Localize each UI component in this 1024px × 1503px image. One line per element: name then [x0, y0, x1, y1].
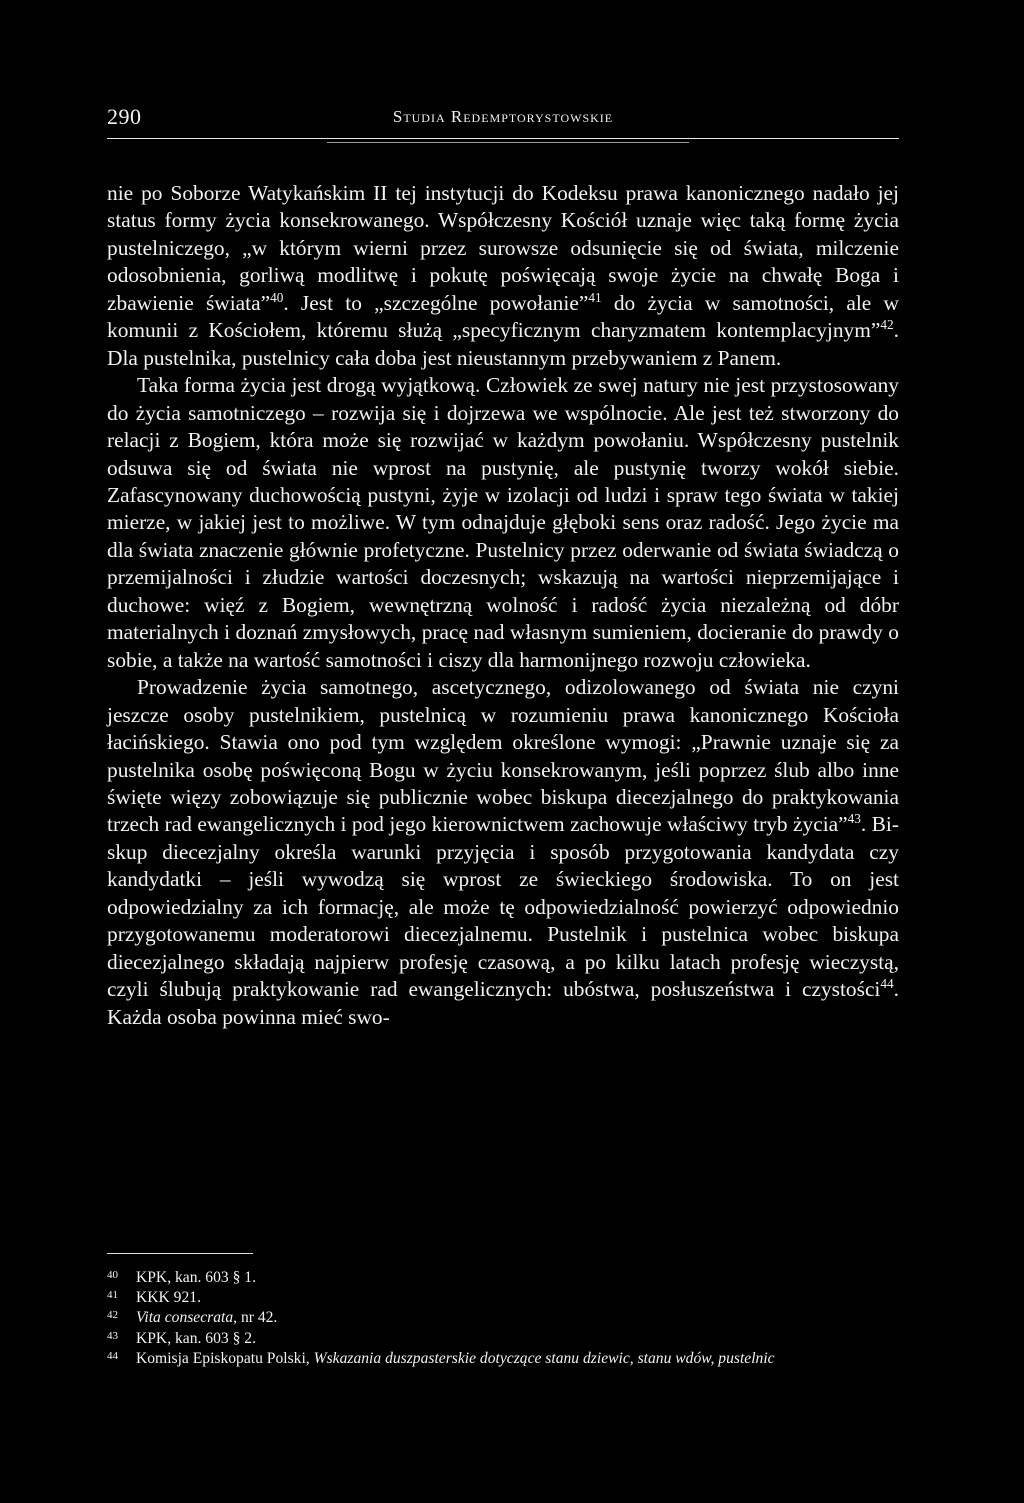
footnote-ref-43: 43: [847, 811, 861, 827]
page-number: 290: [107, 104, 142, 129]
footnote-italic-title: Vita consecrata: [136, 1309, 234, 1327]
paragraph-1: [107, 180, 899, 372]
footnote-number: 44: [107, 1349, 118, 1362]
text-run: . Jest to „szczególne powołanie”: [283, 290, 589, 315]
footnote-number: 43: [107, 1329, 118, 1342]
footnote-text: KKK 921.: [136, 1289, 201, 1307]
journal-title: Studia Redemptorystowskie: [392, 107, 614, 126]
footnote-text: [136, 1308, 277, 1328]
footnote-italic-title: Wskazania duszpasterskie dotyczące stanu dziewic, stanu wdów, pustelnic: [313, 1349, 775, 1367]
main-text: [107, 180, 899, 1031]
footnote-text: KPK, kan. 603 § 1.: [136, 1269, 256, 1286]
footnote-text-run: Komisja Episkopatu Polski,: [136, 1349, 314, 1367]
footnote-ref-44: 44: [880, 976, 894, 992]
footnotes: [107, 1268, 907, 1369]
footnote-number: 42: [107, 1309, 118, 1322]
paragraph-2: Taka forma życia jest drogą wyjątkową. Człowiek ze swej natury nie jest przystosowany do życia samotniczego – rozwija się i dojrzewa we wspólnocie. Ale jest też stworzony do relacji z Bogiem, która może się rozwijać w każdym powołaniu. Współczesny pustelnik odsuwa się od świata nie wprost na pustynię, ale pustynię tworzy wokół siebie. Zafascynowany duchowością pustyni, żyje w izolacji od ludzi i spraw tego świata w takiej mierze, w jakiej jest to możliwe. W tym odnajduje głęboki sens oraz radość. Jego życie ma dla świata znaczenie głównie profetyczne. Pustelnicy przez oderwanie od świata świadczą o przemijalności i złudzie wartości doczesnych; wskazują na wartości nieprzemijające i duchowe: więź z Bogiem, wewnętrzną wolność i radość życia niezależną od dóbr materialnych i doznań zmysłowych, pracę nad własnym sumieniem, docieranie do prawdy o sobie, a także na wartość samotności i ciszy dla harmonijnego rozwoju człowieka.: [107, 373, 899, 672]
footnote-separator: [107, 1253, 253, 1254]
text-run: nie po Soborze Watykańskim II tej instytucji do Kodeksu prawa kanonicznego nadało jej status formy życia konsekrowanego. Współczesny Kościół uznaje więc taką formę życia pustelniczego, „w którym wierni przez surowsze odsunięcie się od świata, milczenie odosobnienia, gorliwą modlitwę i pokutę poświęcają swoje życie na chwałę Boga i zbawienie świata”: [107, 181, 899, 315]
page-header: [107, 98, 899, 134]
footnote-text: KPK, kan. 603 § 2.: [136, 1329, 256, 1347]
footnote-text-run: , nr 42.: [233, 1309, 278, 1327]
footnote-ref-41: 41: [588, 289, 602, 305]
header-rule: [107, 138, 899, 139]
footnote-number: 41: [107, 1289, 118, 1302]
footnote-44: [107, 1349, 907, 1369]
footnote-43: [107, 1329, 907, 1349]
footnote-41: [107, 1288, 907, 1308]
header-rule-secondary: [327, 142, 689, 143]
footnote-ref-42: 42: [880, 317, 894, 333]
text-run: Prowadzenie życia samotnego, ascetycznego, odizolowanego od świata nie czyni jeszcze osoby pustelnikiem, pustelnicą w rozumieniu prawa kanonicznego Kościoła łacińskiego. Stawia ono pod tym względem określone wymogi: „Prawnie uznaje się za pustelnika osobę poświęconą Bogu w życiu konsekrowanym, jeśli poprzez ślub albo inne święte więzy zobowiązuje się publicznie wobec biskupa diecezjalnego do praktykowania trzech rad ewangelicznych i pod jego kierownictwem zachowuje właściwy tryb życia”: [107, 675, 899, 837]
text-run: . Biskup diecezjalny określa warunki przyjęcia i sposób przygotowania kandydata czy kandydatki – jeśli wywodzą się wprost ze świeckiego środowiska. To on jest odpowiedzialny za ich formację, ale może tę odpowiedzialność powierzyć odpowiednio przygotowanemu moderatorowi diecezjalnemu. Pustelnik i pustelnica wobec biskupa diecezjalnego składają najpierw profesję czasową, a po kilku latach profesję wieczystą, czyli ślubują praktykowanie rad ewangelicznych: ubóstwa, posłuszeństwa i czystości: [107, 812, 899, 1002]
footnote-ref-40: 40: [270, 289, 284, 305]
text-run: . Dla pustelnika, pustelnicy cała doba jest nieustannym przebywaniem z Panem.: [107, 318, 899, 370]
paragraph-3: [107, 674, 899, 1031]
footnote-40: [107, 1268, 907, 1288]
text-run: . Każda osoba powinna mieć swo-: [107, 977, 899, 1029]
text-run: do życia w samotności, ale w komunii z Kościołem, któremu służą „specyficznym charyzmatem kontemplacyjnym”: [107, 290, 899, 343]
footnote-text: [136, 1349, 775, 1369]
footnote-number: 40: [107, 1269, 118, 1281]
footnote-42: [107, 1308, 907, 1328]
